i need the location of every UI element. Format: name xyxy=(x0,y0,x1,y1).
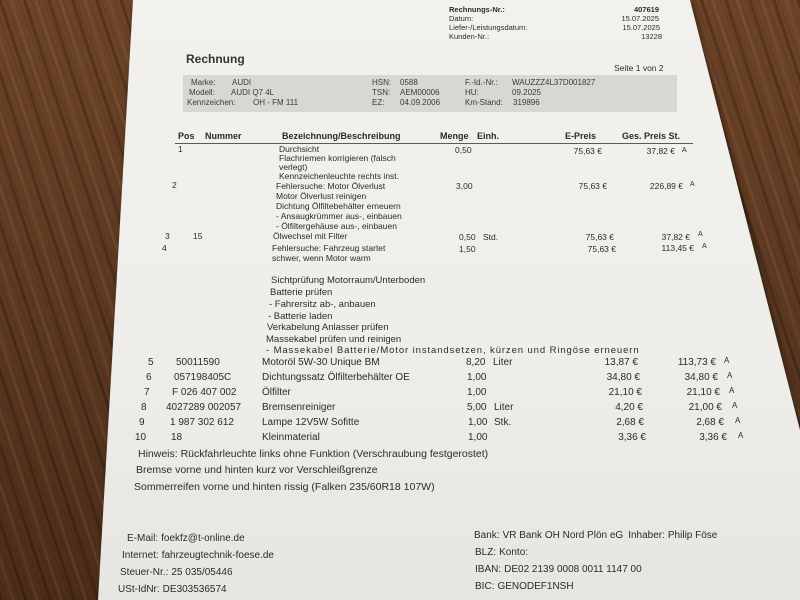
row-tax-code: A xyxy=(735,416,741,425)
row-total: 37,82 € xyxy=(661,232,690,242)
model-label: Modell: xyxy=(189,88,215,97)
row-number: 15 xyxy=(193,231,203,241)
row-number: F 026 407 002 xyxy=(172,387,237,398)
invoice-number-label: Rechnungs-Nr.: xyxy=(449,5,505,14)
mileage-value: 319896 xyxy=(513,98,540,107)
row-tax-code: A xyxy=(732,401,738,410)
row-tax-code: A xyxy=(702,243,707,250)
row-pos: 4 xyxy=(162,243,167,253)
row-unit-price: 3,36 € xyxy=(618,432,646,443)
column-header-pos: Pos xyxy=(178,131,195,141)
row-tax-code: A xyxy=(682,147,687,154)
remark-line: Hinweis: Rückfahrleuchte links ohne Funktion (Verschraubung festgerostet) xyxy=(138,448,489,460)
row-pos: 7 xyxy=(144,387,150,398)
footer-owner-value: Philip Föse xyxy=(667,530,718,541)
hu-value: 09.2025 xyxy=(512,88,541,97)
row-total: 113,45 € xyxy=(661,243,694,253)
row-qty: 0,50 xyxy=(459,232,476,242)
row-pos: 9 xyxy=(139,417,145,428)
row-unit-price: 75,63 € xyxy=(585,232,614,242)
row-pos: 8 xyxy=(141,402,147,413)
row-detail-line: - Batterie laden xyxy=(268,311,333,322)
row-tax-code: A xyxy=(690,181,695,188)
row-description-line: Dichtung Ölfiltebehälter erneuern xyxy=(276,201,401,211)
footer-website-label: Internet: xyxy=(122,550,159,561)
row-number: 057198405C xyxy=(174,372,232,383)
footer-owner-label: Inhaber: xyxy=(628,530,665,541)
footer-vat-id-label: USt-IdNr: xyxy=(118,584,160,595)
row-pos: 6 xyxy=(146,372,152,383)
row-unit: Stk. xyxy=(494,417,512,428)
row-tax-code: A xyxy=(727,371,733,380)
row-qty: 0,50 xyxy=(455,145,472,155)
footer-tax-number-label: Steuer-Nr.: xyxy=(120,567,169,578)
page-indicator: Seite 1 von 2 xyxy=(614,63,664,73)
footer-iban-value: DE02 2139 0008 0011 1147 00 xyxy=(504,564,642,575)
vin-label: F.-Id.-Nr.: xyxy=(465,78,498,87)
row-description-line: Bremsenreiniger xyxy=(262,402,336,413)
row-description-line: Dichtungssatz Ölfilterbehälter OE xyxy=(262,372,410,383)
row-qty: 1,50 xyxy=(459,244,476,254)
row-detail-line: Sichtprüfung Motorraum/Unterboden xyxy=(271,275,426,286)
row-pos: 1 xyxy=(178,144,183,154)
ez-value: 04.09.2006 xyxy=(400,98,441,107)
row-total: 37,82 € xyxy=(646,146,675,156)
row-unit-price: 4,20 € xyxy=(615,402,643,413)
row-unit-price: 34,80 € xyxy=(606,372,640,383)
row-number: 1 987 302 612 xyxy=(170,417,234,428)
remark-line: Bremse vorne und hinten kurz vor Verschleißgrenze xyxy=(136,464,378,476)
row-unit-price: 2,68 € xyxy=(616,417,644,428)
row-description-line: Motoröl 5W-30 Unique BM xyxy=(262,357,380,368)
row-number: 50011590 xyxy=(176,357,220,368)
footer-website-value: fahrzeugtechnik-foese.de xyxy=(161,550,274,561)
footer-email-value: foekfz@t-online.de xyxy=(161,533,245,544)
ez-label: EZ: xyxy=(372,98,385,107)
row-qty: 1,00 xyxy=(468,417,488,428)
row-number: 18 xyxy=(171,432,183,443)
row-description-line: schwer, wenn Motor warm xyxy=(272,253,371,263)
row-unit-price: 75,63 € xyxy=(573,146,602,156)
row-description-line: - Ölfiltergehäuse aus-, einbauen xyxy=(276,221,397,231)
row-unit-price: 13,87 € xyxy=(604,357,638,368)
row-total: 226,89 € xyxy=(649,181,683,191)
row-total: 21,00 € xyxy=(688,402,722,413)
row-pos: 5 xyxy=(148,357,154,368)
row-unit: Liter xyxy=(493,357,513,368)
row-description-line: Lampe 12V5W Sofitte xyxy=(262,417,360,428)
tsn-value: AEM00006 xyxy=(400,88,440,97)
footer-tax-number-value: 25 035/05446 xyxy=(171,567,233,578)
tsn-label: TSN: xyxy=(372,88,391,97)
row-tax-code: A xyxy=(724,356,730,365)
row-description-line: Ölfilter xyxy=(262,387,291,398)
document-title: Rechnung xyxy=(186,52,245,66)
column-header-unit-price: E-Preis xyxy=(565,131,597,141)
footer-website xyxy=(122,550,274,562)
footer-blz-label: BLZ: xyxy=(475,547,497,558)
plate-value: OH - FM 111 xyxy=(253,98,299,107)
row-detail-line: Batterie prüfen xyxy=(270,287,333,298)
footer-bank-label: Bank: xyxy=(474,530,500,541)
row-description-line: Kennzeichenleuchte rechts inst. xyxy=(279,171,400,181)
service-date-label: Liefer-/Leistungsdatum: xyxy=(449,23,528,32)
footer-bic xyxy=(475,581,574,593)
make-label: Marke: xyxy=(191,78,216,87)
footer-iban-label: IBAN: xyxy=(475,564,502,575)
row-pos: 2 xyxy=(172,180,177,190)
model-value: AUDI Q7 4L xyxy=(231,88,275,97)
column-header-total: Ges. Preis St. xyxy=(622,131,681,141)
make-value: AUDI xyxy=(232,78,252,87)
hsn-value: 0588 xyxy=(400,78,418,87)
row-description-line: Kleinmaterial xyxy=(262,432,320,443)
row-detail-line: - Fahrersitz ab-, anbauen xyxy=(269,299,376,310)
row-detail-line: Massekabel prüfen und reinigen xyxy=(266,334,402,345)
row-total: 21,10 € xyxy=(686,387,720,398)
row-qty: 1,00 xyxy=(467,387,487,398)
row-tax-code: A xyxy=(698,231,703,238)
row-total: 113,73 € xyxy=(677,357,716,368)
table-header-divider xyxy=(175,143,693,144)
row-qty: 3,00 xyxy=(456,181,473,191)
row-qty: 8,20 xyxy=(466,357,486,368)
row-qty: 1,00 xyxy=(468,432,488,443)
invoice-number: 407619 xyxy=(633,5,659,14)
mileage-label: Km-Stand: xyxy=(465,98,503,107)
row-total: 3,36 € xyxy=(699,432,727,443)
hu-label: HU: xyxy=(465,88,479,97)
row-total: 34,80 € xyxy=(684,372,718,383)
row-pos: 3 xyxy=(165,231,170,241)
plate-label: Kennzeichen: xyxy=(187,98,236,107)
row-description-line: - Ansaugkrümmer aus-, einbauen xyxy=(276,211,402,221)
footer-bank-line xyxy=(474,530,717,542)
row-detail-line: - Massekabel Batterie/Motor instandsetzen, kürzen und Ringöse erneuern xyxy=(266,345,640,356)
row-description-line: Motor Ölverlust reinigen xyxy=(276,191,367,201)
row-unit: Std. xyxy=(483,232,499,242)
remark-line: Sommerreifen vorne und hinten rissig (Falken 235/60R18 107W) xyxy=(134,481,435,493)
footer-blz-account xyxy=(475,547,528,559)
column-header-number: Nummer xyxy=(205,131,242,141)
row-unit: Liter xyxy=(494,402,514,413)
hsn-label: HSN: xyxy=(372,78,392,87)
footer-account-label: Konto: xyxy=(499,547,529,558)
footer-tax-number xyxy=(120,567,233,579)
footer-bic-label: BIC: xyxy=(475,581,495,592)
footer-bank-value: VR Bank OH Nord Plön eG xyxy=(502,530,624,541)
service-date-value: 15.07.2025 xyxy=(622,23,660,32)
row-description-line: Flachriemen korrigieren (falsch xyxy=(279,153,396,163)
column-header-unit: Einh. xyxy=(477,131,499,141)
footer-email-label: E-Mail: xyxy=(127,533,159,544)
row-description-line: Ölwechsel mit Filter xyxy=(273,231,348,241)
row-total: 2,68 € xyxy=(696,417,724,428)
vin-value: WAUZZZ4L37D001827 xyxy=(512,78,596,87)
row-description-line: Fehlersuche: Motor Ölverlust xyxy=(276,181,386,191)
customer-number-label: Kunden-Nr.: xyxy=(449,32,490,41)
footer-iban xyxy=(475,564,642,576)
row-qty: 5,00 xyxy=(467,402,487,413)
row-description-line: Fehlersuche: Fahrzeug startet xyxy=(272,243,386,253)
row-unit-price: 75,63 € xyxy=(578,181,607,191)
row-qty: 1,00 xyxy=(467,372,487,383)
footer-vat-id xyxy=(118,584,227,596)
row-pos: 10 xyxy=(135,432,147,443)
row-number: 4027289 002057 xyxy=(166,402,242,413)
date-label: Datum: xyxy=(449,14,474,23)
row-description-line: verlegt) xyxy=(279,162,308,172)
row-unit-price: 75,63 € xyxy=(587,244,616,254)
row-tax-code: A xyxy=(729,386,735,395)
row-detail-line: Verkabelung Anlasser prüfen xyxy=(267,322,389,333)
row-description-line: Durchsicht xyxy=(279,144,320,154)
footer-vat-id-value: DE303536574 xyxy=(162,584,227,595)
column-header-description: Bezeichnung/Beschreibung xyxy=(282,131,401,141)
row-tax-code: A xyxy=(738,431,744,440)
row-unit-price: 21,10 € xyxy=(608,387,642,398)
footer-email xyxy=(127,533,245,545)
footer-bic-value: GENODEF1NSH xyxy=(497,581,574,592)
date-value: 15.07.2025 xyxy=(621,14,659,23)
column-header-qty: Menge xyxy=(440,131,469,141)
customer-number: 13228 xyxy=(641,32,662,41)
